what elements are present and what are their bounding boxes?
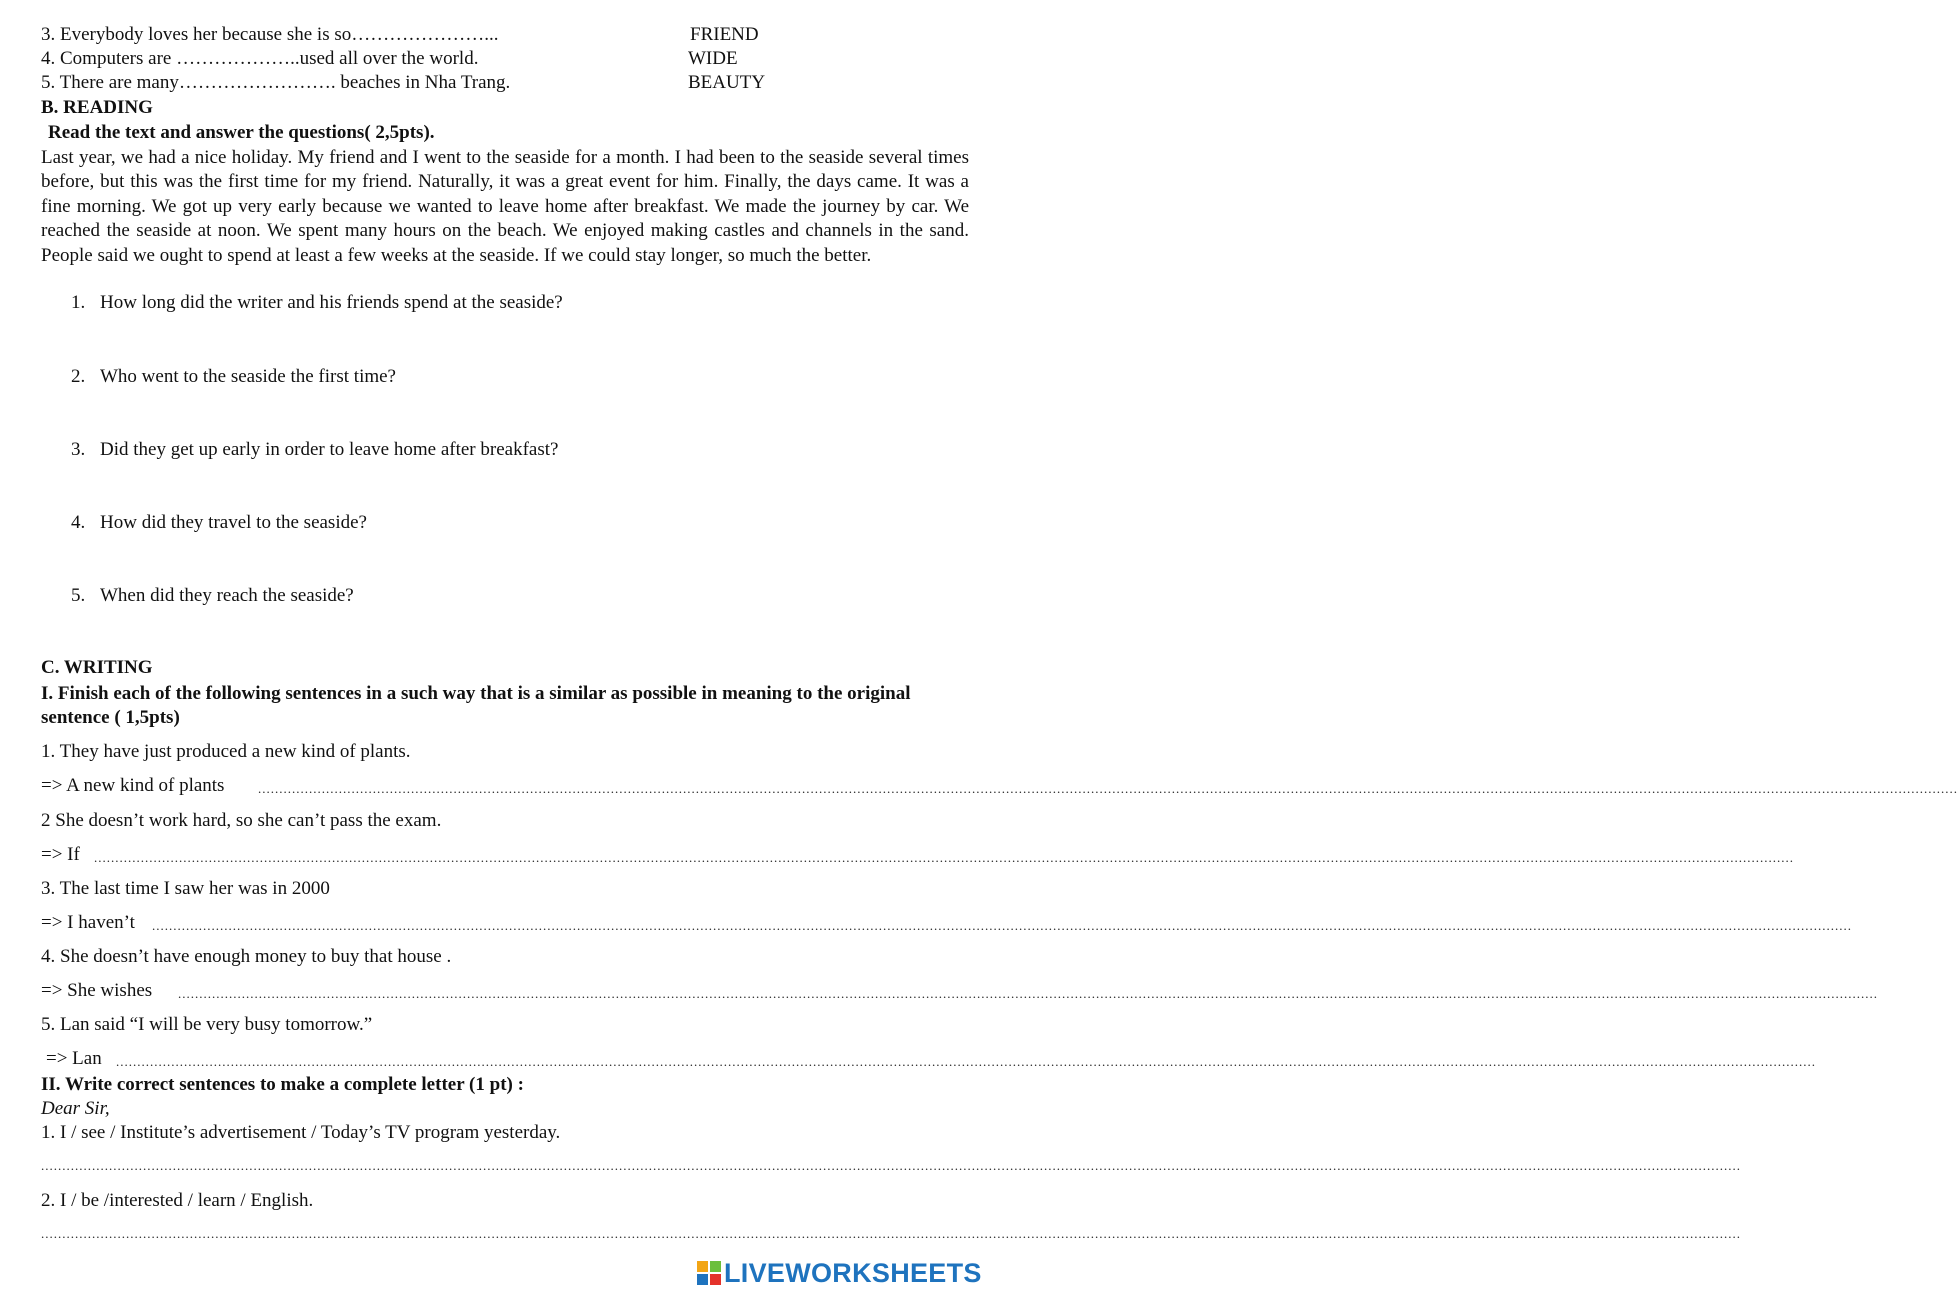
transform-prompt: 1. They have just produced a new kind of plants. (41, 741, 411, 762)
transform-start: => If (41, 844, 80, 865)
answer-line[interactable]: ................................................................................................................................................................................................................................................................................................................................................................................................................ (116, 1054, 1816, 1069)
answer-line[interactable]: ................................................................................................................................................................................................................................................................................................................................................................................................................ (41, 1158, 1741, 1173)
vocab-sentence: 5. There are many……………………. beaches in Nha Trang. (41, 72, 511, 93)
vocab-word: BEAUTY (688, 72, 766, 93)
transform-prompt: 2 She doesn’t work hard, so she can’t pass the exam. (41, 810, 442, 831)
letter-salutation: Dear Sir, (41, 1098, 110, 1119)
logo-square-icon (710, 1274, 721, 1285)
logo-square-icon (697, 1261, 708, 1272)
reading-passage: Last year, we had a nice holiday. My friend and I went to the seaside for a month. I had been to the seaside several times before, but this was the first time for my friend. Naturally, it was a great event for him. Finally, the days came. It was a fine morning. We got up very early because we wanted to leave home after breakfast. We made the journey by car. We reached the seaside at noon. We spent many hours on the beach. We enjoyed making castles and channels in the sand. People said we ought to spend at least a few weeks at the seaside. If we could stay longer, so much the better. (41, 147, 969, 266)
logo-mark-icon (697, 1261, 721, 1285)
answer-line[interactable]: ................................................................................................................................................................................................................................................................................................................................................................................................................ (178, 986, 1878, 1001)
transform-start: => I haven’t (41, 912, 135, 933)
reading-question: 1. How long did the writer and his friends spend at the seaside? (71, 292, 563, 313)
reading-question: 2. Who went to the seaside the first time? (71, 366, 396, 387)
vocab-word: FRIEND (690, 24, 759, 45)
reading-question: 5. When did they reach the seaside? (71, 585, 354, 606)
vocab-sentence: 3. Everybody loves her because she is so…………………... (41, 24, 499, 45)
writing-part2-instruction: II. Write correct sentences to make a complete letter (1 pt) : (41, 1074, 524, 1095)
reading-question: 3. Did they get up early in order to leave home after breakfast? (71, 439, 559, 460)
brand-name: LIVEWORKSHEETS (724, 1257, 982, 1288)
transform-prompt: 5. Lan said “I will be very busy tomorrow.” (41, 1014, 373, 1035)
answer-line[interactable]: ................................................................................................................................................................................................................................................................................................................................................................................................................ (152, 918, 1852, 933)
writing-heading: C. WRITING (41, 657, 153, 678)
transform-start: => Lan (46, 1048, 102, 1069)
answer-line[interactable]: ................................................................................................................................................................................................................................................................................................................................................................................................................ (258, 781, 1958, 796)
answer-line[interactable]: ................................................................................................................................................................................................................................................................................................................................................................................................................ (41, 1226, 1741, 1241)
transform-start: => A new kind of plants (41, 775, 225, 796)
logo-square-icon (697, 1274, 708, 1285)
vocab-word: WIDE (688, 48, 738, 69)
reading-heading: B. READING (41, 97, 153, 118)
letter-item: 1. I / see / Institute’s advertisement / Today’s TV program yesterday. (41, 1122, 561, 1143)
writing-part1-instruction: I. Finish each of the following sentences in a such way that is a similar as possible in meaning to the original sentence ( 1,5pts) (41, 683, 911, 729)
vocab-sentence: 4. Computers are ………………..used all over the world. (41, 48, 479, 69)
reading-question: 4. How did they travel to the seaside? (71, 512, 367, 533)
liveworksheets-logo (697, 1258, 982, 1288)
transform-prompt: 3. The last time I saw her was in 2000 (41, 878, 330, 899)
transform-prompt: 4. She doesn’t have enough money to buy that house . (41, 946, 452, 967)
transform-start: => She wishes (41, 980, 153, 1001)
letter-item: 2. I / be /interested / learn / English. (41, 1190, 314, 1211)
logo-square-icon (710, 1261, 721, 1272)
reading-instruction: Read the text and answer the questions( 2,5pts). (48, 122, 435, 143)
answer-line[interactable]: ................................................................................................................................................................................................................................................................................................................................................................................................................ (94, 850, 1794, 865)
